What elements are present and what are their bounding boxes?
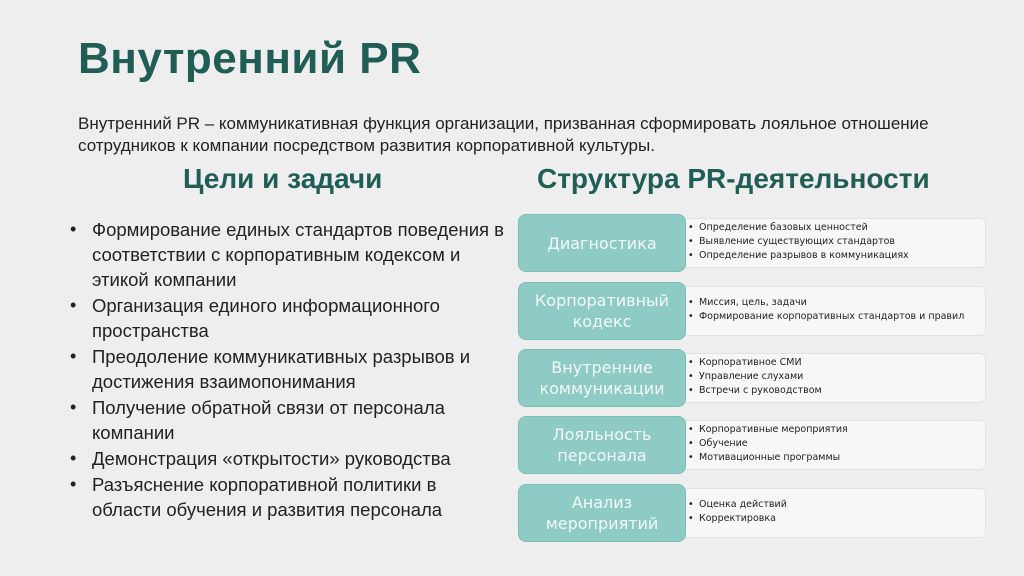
goal-item xyxy=(66,293,506,343)
stage-points xyxy=(688,416,848,472)
stage-point: • Определение базовых ценностей xyxy=(688,221,909,235)
goal-text: Преодоление коммуникативных разрывов и достижения взаимопонимания xyxy=(92,346,471,392)
goal-text: Разъяснение корпоративной политики в области обучения и развития персонала xyxy=(92,474,443,520)
goal-item xyxy=(66,446,506,471)
stage-points xyxy=(688,484,787,540)
structure-heading: Структура PR-деятельности xyxy=(537,163,930,194)
bullet-icon: • xyxy=(70,397,77,417)
stage-points xyxy=(688,214,909,270)
stage-label: Корпоративный кодекс xyxy=(518,282,686,340)
stage-label: Анализ мероприятий xyxy=(518,484,686,542)
stage-point: • Миссия, цель, задачи xyxy=(688,296,964,310)
stage-label: Внутренние коммуникации xyxy=(518,349,686,407)
goal-text: Демонстрация «открытости» руководства xyxy=(92,448,451,469)
goal-item xyxy=(66,472,506,522)
stage-point: • Мотивационные программы xyxy=(688,451,848,465)
stage-activity-analysis xyxy=(518,484,986,540)
bullet-icon: • xyxy=(70,474,77,494)
stage-point: • Встречи с руководством xyxy=(688,384,822,398)
goal-item xyxy=(66,344,506,394)
stage-corporate-code xyxy=(518,282,986,338)
stage-point: • Корпоративное СМИ xyxy=(688,356,822,370)
stage-diagnostics xyxy=(518,214,986,270)
slide-subtitle: Внутренний PR – коммуникативная функция организации, призванная сформировать лояльное отношение сотрудников к компании посредством развития корпоративной культуры. xyxy=(78,114,929,155)
stage-point: • Управление слухами xyxy=(688,370,822,384)
bullet-icon: • xyxy=(70,295,77,315)
goals-list xyxy=(66,217,506,523)
stage-label: Лояльность персонала xyxy=(518,416,686,474)
stage-point: • Оценка действий xyxy=(688,498,787,512)
bullet-icon: • xyxy=(70,448,77,468)
stage-points xyxy=(688,349,822,405)
stage-point: • Обучение xyxy=(688,437,848,451)
stage-point: • Корпоративные мероприятия xyxy=(688,423,848,437)
goal-text: Организация единого информационного пространства xyxy=(92,295,440,341)
stage-point: • Выявление существующих стандартов xyxy=(688,235,909,249)
goal-text: Получение обратной связи от персонала компании xyxy=(92,397,445,443)
goal-item xyxy=(66,395,506,445)
goals-heading: Цели и задачи xyxy=(183,163,383,194)
slide-title: Внутренний PR xyxy=(78,34,422,83)
bullet-icon: • xyxy=(70,346,77,366)
stage-staff-loyalty xyxy=(518,416,986,472)
bullet-icon: • xyxy=(70,219,77,239)
stage-label: Диагностика xyxy=(518,214,686,272)
stage-points xyxy=(688,282,964,338)
stage-point: • Определение разрывов в коммуникациях xyxy=(688,249,909,263)
stage-point: • Формирование корпоративных стандартов и правил xyxy=(688,310,964,324)
goal-item xyxy=(66,217,506,292)
stage-point: • Корректировка xyxy=(688,512,787,526)
stage-internal-communications xyxy=(518,349,986,405)
goal-text: Формирование единых стандартов поведения в соответствии с корпоративным кодексом и этикой компании xyxy=(92,219,505,290)
